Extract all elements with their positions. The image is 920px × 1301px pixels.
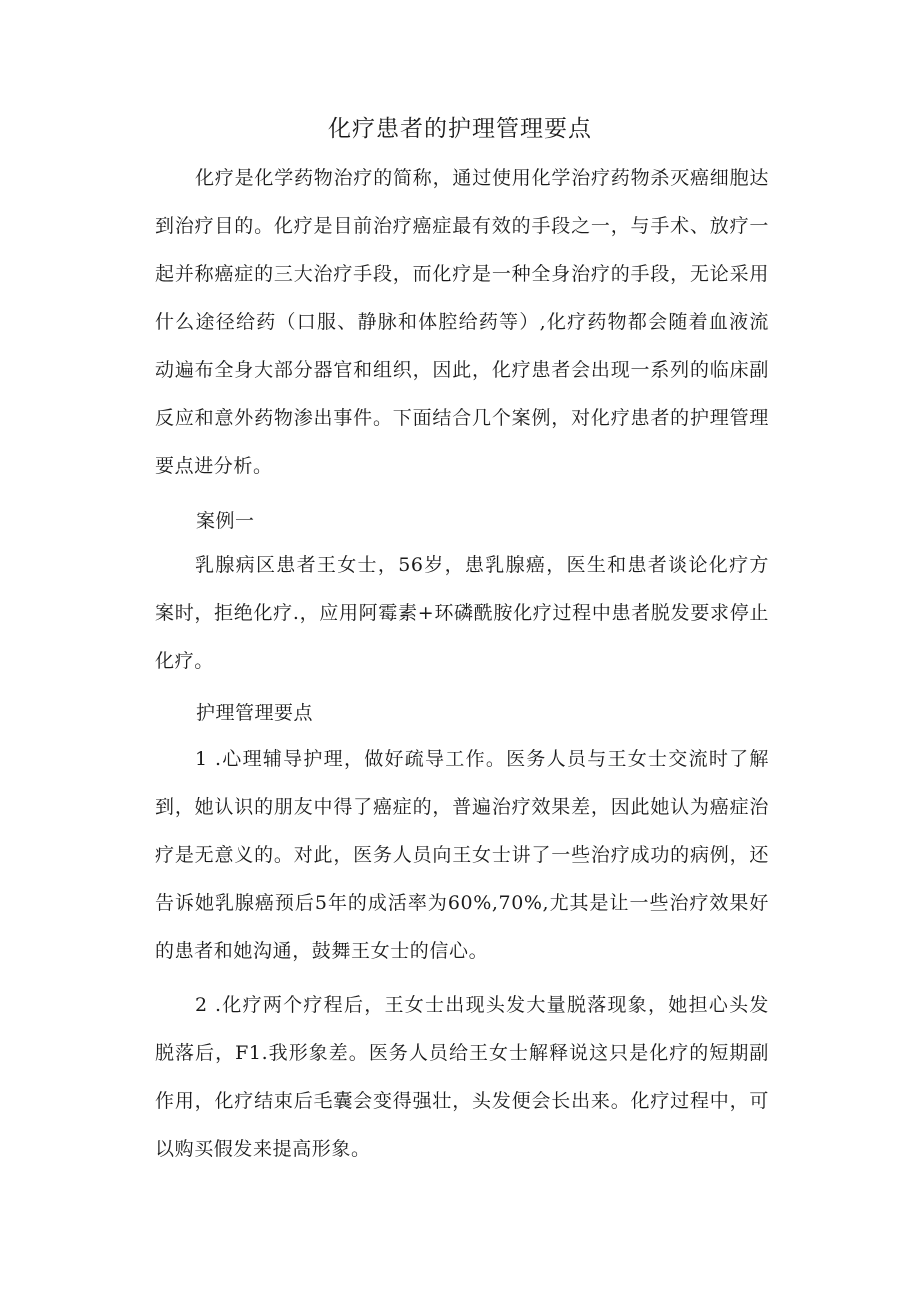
intro-paragraph: 化疗是化学药物治疗的简称，通过使用化学治疗药物杀灭癌细胞达到治疗目的。化疗是目前治疗癌症最有效的手段之一，与手术、放疗一起并称癌症的三大治疗手段，而化疗是一种全身治疗的手段，无论采用什么途径给药（口服、静脉和体腔给药等）,化疗药物都会随着血液流动遍布全身大部分器官和组织，因此，化疗患者会出现一系列的临床副反应和意外药物渗出事件。下面结合几个案例，对化疗患者的护理管理要点进分析。 bbox=[155, 167, 769, 477]
point-1-paragraph: 1 .心理辅导护理，做好疏导工作。医务人员与王女士交流时了解到，她认识的朋友中得了癌症的，普遍治疗效果差，因此她认为癌症治疗是无意义的。对此，医务人员向王女士讲了一些治疗成功的病例，还告诉她乳腺癌预后5年的成活率为60%,70%,尤其是让一些治疗效果好的患者和她沟通，鼓舞王女士的信心。 bbox=[155, 748, 769, 962]
case-paragraph: 乳腺病区患者王女士，56岁，患乳腺癌，医生和患者谈论化疗方案时，拒绝化疗.，应用阿霉素+环磷酰胺化疗过程中患者脱发要求停止化疗。 bbox=[155, 554, 769, 672]
document-title: 化疗患者的护理管理要点 bbox=[328, 116, 592, 142]
case-heading: 案例一 bbox=[196, 510, 255, 532]
point-2-paragraph: 2 .化疗两个疗程后，王女士出现头发大量脱落现象，她担心头发脱落后，F1.我形象差。医务人员给王女士解释说这只是化疗的短期副作用，化疗结束后毛囊会变得强壮，头发便会长出来。化疗过程中，可以购买假发来提高形象。 bbox=[155, 994, 769, 1160]
points-heading: 护理管理要点 bbox=[196, 702, 314, 724]
